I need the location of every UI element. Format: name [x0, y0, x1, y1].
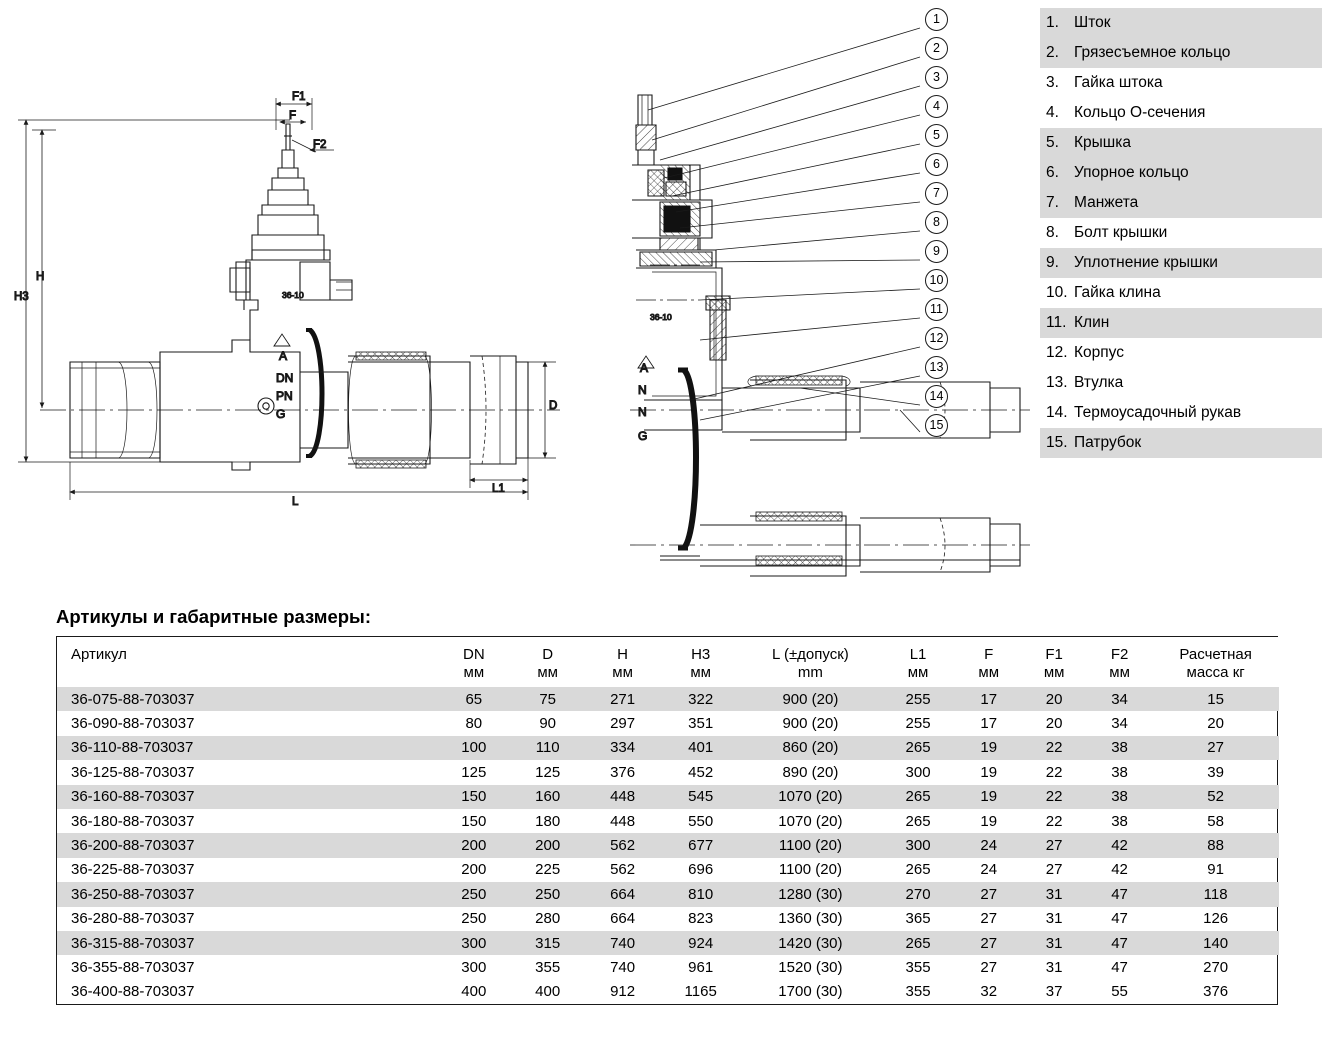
cell-l: 860 (20) [741, 736, 880, 760]
cell-dn: 125 [461, 763, 487, 781]
cell-f: 27 [980, 910, 998, 928]
legend-item-8 [1040, 218, 1322, 248]
cell-article: 36-110-88-703037 [57, 736, 437, 760]
cell-dn: 150 [461, 812, 487, 830]
legend-item-3 [1040, 68, 1322, 98]
cell-dn: 400 [461, 983, 487, 1001]
cell-h3: 823 [688, 910, 714, 928]
cell-mass: 52 [1152, 785, 1279, 809]
cell-h3: 452 [688, 763, 714, 781]
cell-h: 448 [585, 785, 661, 809]
callout-8: 8 [925, 211, 948, 234]
svg-text:N: N [638, 405, 647, 419]
cell-f: 27 [980, 958, 998, 976]
cell-l1: 300 [880, 833, 956, 857]
table-head [57, 637, 1279, 687]
cell-l: 890 (20) [782, 763, 839, 781]
header-dn: DN [437, 637, 511, 663]
cell-f1: 20 [1045, 715, 1063, 733]
legend-label: Клин [1074, 314, 1110, 331]
legend-label: Термоусадочный рукав [1074, 404, 1242, 421]
cell-article: 36-315-88-703037 [57, 931, 437, 955]
cell-h: 740 [610, 958, 636, 976]
cell-f2: 34 [1111, 715, 1128, 733]
cell-h: 448 [610, 812, 636, 830]
legend-number: 3. [1046, 74, 1059, 91]
cell-l1: 255 [880, 687, 956, 711]
parts-legend [1040, 8, 1322, 458]
cell-l: 1070 (20) [778, 812, 843, 830]
cell-l1: 265 [905, 861, 931, 879]
table-row [57, 882, 1279, 906]
cell-f1: 31 [1021, 882, 1086, 906]
legend-number: 12. [1046, 344, 1068, 361]
cell-h3: 677 [661, 833, 741, 857]
cell-h3: 401 [661, 736, 741, 760]
table-row [57, 955, 1279, 979]
legend-label: Гайка клина [1074, 284, 1161, 301]
cell-h3: 545 [661, 785, 741, 809]
header-h3: H3 [661, 637, 741, 663]
cell-f1: 22 [1045, 763, 1063, 781]
svg-text:G: G [638, 429, 648, 443]
legend-number: 8. [1046, 224, 1059, 241]
cell-l: 1100 (20) [778, 861, 842, 879]
cell-l1: 265 [880, 785, 956, 809]
callout-4: 4 [925, 95, 948, 118]
subheader-l1: мм [880, 663, 956, 687]
cell-f2: 55 [1111, 983, 1128, 1001]
cell-h3: 810 [661, 882, 741, 906]
cell-f1: 22 [1021, 736, 1086, 760]
table-row [57, 736, 1279, 760]
svg-text:A: A [640, 361, 649, 375]
cell-h3: 1165 [684, 983, 717, 1001]
cell-mass: 20 [1207, 715, 1224, 733]
technical-drawing [0, 0, 1040, 600]
table-subheader-row [57, 663, 1279, 687]
cell-h: 562 [585, 833, 661, 857]
subheader-f1: мм [1021, 663, 1086, 687]
cell-d: 160 [511, 785, 585, 809]
cell-mass: 118 [1152, 882, 1279, 906]
spec-table-container [56, 636, 1278, 1005]
spec-table [57, 637, 1279, 1004]
cell-f1: 20 [1021, 687, 1086, 711]
table-row [57, 687, 1279, 711]
cell-f2: 38 [1087, 785, 1152, 809]
cell-f: 27 [956, 882, 1021, 906]
cell-h3: 924 [661, 931, 741, 955]
cell-article: 36-280-88-703037 [71, 910, 195, 928]
cell-d: 90 [539, 715, 557, 733]
cell-f2: 42 [1111, 861, 1128, 879]
cell-f: 17 [956, 687, 1021, 711]
svg-text:PN: PN [276, 389, 293, 403]
svg-text:L: L [292, 496, 299, 508]
legend-number: 4. [1046, 104, 1059, 121]
legend-number: 11. [1046, 314, 1067, 331]
cell-h: 334 [585, 736, 661, 760]
cell-l1: 255 [905, 715, 931, 733]
cell-f1: 31 [1021, 931, 1086, 955]
cell-f1: 27 [1021, 833, 1086, 857]
legend-item-5 [1040, 128, 1322, 158]
subheader-mass: масса кг [1152, 663, 1279, 687]
table-row [57, 760, 1279, 784]
legend-item-7 [1040, 188, 1322, 218]
cell-l: 1360 (30) [778, 910, 843, 928]
cell-article: 36-180-88-703037 [71, 812, 195, 830]
cell-l: 1280 (30) [741, 882, 880, 906]
table-row [57, 785, 1279, 809]
legend-number: 6. [1046, 164, 1059, 181]
header-mass: Расчетная [1152, 637, 1279, 663]
cell-h3: 322 [661, 687, 741, 711]
cell-f2: 42 [1087, 833, 1152, 857]
right-section-view [630, 28, 1030, 576]
cell-l: 1700 (30) [778, 983, 843, 1001]
cell-mass: 15 [1152, 687, 1279, 711]
svg-text:D: D [549, 400, 558, 412]
cell-dn: 80 [465, 715, 483, 733]
cell-l1: 300 [905, 763, 931, 781]
legend-label: Грязесъемное кольцо [1074, 44, 1231, 61]
cell-h: 562 [610, 861, 636, 879]
cell-f1: 31 [1045, 958, 1063, 976]
cell-f: 19 [956, 785, 1021, 809]
cell-d: 225 [535, 861, 561, 879]
cell-h3: 351 [688, 715, 714, 733]
svg-text:H: H [36, 271, 45, 283]
svg-text:F: F [289, 110, 297, 122]
table-body [57, 687, 1279, 1004]
table-row [57, 980, 1279, 1004]
header-f: F [956, 637, 1021, 663]
subheader-h: мм [585, 663, 661, 687]
header-h: H [585, 637, 661, 663]
cell-mass: 126 [1203, 910, 1229, 928]
legend-label: Крышка [1074, 134, 1131, 151]
callout-10: 10 [925, 269, 948, 292]
cell-f2: 34 [1087, 687, 1152, 711]
cell-l1: 270 [880, 882, 956, 906]
legend-label: Болт крышки [1074, 224, 1168, 241]
cell-h: 271 [585, 687, 661, 711]
cell-f: 27 [956, 931, 1021, 955]
cell-mass: 140 [1152, 931, 1279, 955]
cell-f2: 47 [1111, 958, 1128, 976]
left-elevation-view [14, 91, 560, 508]
cell-f1: 22 [1021, 785, 1086, 809]
legend-item-13 [1040, 368, 1322, 398]
cell-f: 19 [980, 763, 998, 781]
cell-mass: 88 [1152, 833, 1279, 857]
header-d: D [511, 637, 585, 663]
cell-article: 36-075-88-703037 [57, 687, 437, 711]
legend-label: Кольцо О-сечения [1074, 104, 1206, 121]
cell-h: 664 [610, 910, 636, 928]
cell-f1: 31 [1045, 910, 1063, 928]
cell-mass: 376 [1203, 983, 1229, 1001]
legend-number: 14. [1046, 404, 1068, 421]
table-row [57, 858, 1279, 882]
cell-dn: 300 [461, 958, 487, 976]
callout-1: 1 [925, 8, 948, 31]
cell-d: 355 [535, 958, 561, 976]
cell-f2: 47 [1087, 882, 1152, 906]
cell-h3: 961 [688, 958, 714, 976]
cell-d: 180 [535, 812, 561, 830]
svg-text:36-10: 36-10 [282, 290, 304, 300]
callout-14: 14 [925, 385, 948, 408]
cell-l1: 265 [905, 812, 931, 830]
legend-label: Корпус [1074, 344, 1124, 361]
svg-text:G: G [276, 407, 286, 421]
callout-13: 13 [925, 356, 948, 379]
svg-text:DN: DN [276, 371, 294, 385]
cell-l: 1100 (20) [741, 833, 880, 857]
cell-h: 664 [585, 882, 661, 906]
subheader-f2: мм [1087, 663, 1152, 687]
cell-d: 400 [535, 983, 561, 1001]
cell-d: 315 [511, 931, 585, 955]
callout-7: 7 [925, 182, 948, 205]
legend-number: 2. [1046, 44, 1059, 61]
cell-dn: 200 [437, 833, 511, 857]
legend-item-14 [1040, 398, 1322, 428]
cell-d: 280 [535, 910, 561, 928]
cell-f2: 47 [1111, 910, 1128, 928]
callout-9: 9 [925, 240, 948, 263]
legend-label: Манжета [1074, 194, 1139, 211]
cell-article: 36-160-88-703037 [57, 785, 437, 809]
cell-f: 19 [980, 812, 998, 830]
legend-item-11 [1040, 308, 1322, 338]
legend-label: Шток [1074, 14, 1111, 31]
cell-d: 200 [511, 833, 585, 857]
table-row [57, 931, 1279, 955]
cell-l: 1420 (30) [741, 931, 880, 955]
legend-number: 15. [1046, 434, 1068, 451]
cell-d: 125 [535, 763, 561, 781]
cell-article: 36-200-88-703037 [57, 833, 437, 857]
legend-label: Упорное кольцо [1074, 164, 1189, 181]
svg-text:H3: H3 [14, 291, 29, 303]
table-title: Артикулы и габаритные размеры: [56, 606, 371, 627]
cell-l: 1070 (20) [741, 785, 880, 809]
cell-f2: 38 [1111, 812, 1128, 830]
cell-mass: 39 [1207, 763, 1224, 781]
cell-l1: 265 [880, 931, 956, 955]
cell-dn: 250 [461, 910, 487, 928]
callout-12: 12 [925, 327, 948, 350]
cell-f2: 38 [1111, 763, 1128, 781]
svg-text:L1: L1 [492, 483, 505, 495]
cell-article: 36-225-88-703037 [71, 861, 195, 879]
cell-f1: 37 [1045, 983, 1063, 1001]
legend-item-10 [1040, 278, 1322, 308]
cell-article: 36-090-88-703037 [71, 715, 195, 733]
cell-h: 376 [610, 763, 636, 781]
cell-l1: 355 [905, 958, 931, 976]
cell-article: 36-125-88-703037 [71, 763, 195, 781]
cell-f2: 38 [1087, 736, 1152, 760]
cell-f: 32 [980, 983, 998, 1001]
cell-d: 110 [511, 736, 585, 760]
svg-text:N: N [638, 383, 647, 397]
legend-number: 13. [1046, 374, 1068, 391]
legend-number: 1. [1046, 14, 1059, 31]
cell-h3: 550 [688, 812, 714, 830]
subheader-h3: мм [661, 663, 741, 687]
cell-mass: 91 [1207, 861, 1224, 879]
subheader-f: мм [956, 663, 1021, 687]
cell-l: 900 (20) [782, 715, 839, 733]
legend-item-6 [1040, 158, 1322, 188]
cell-mass: 27 [1152, 736, 1279, 760]
cell-f: 24 [980, 861, 998, 879]
header-l: L (±допуск) [741, 637, 880, 663]
cell-f1: 22 [1045, 812, 1063, 830]
cell-dn: 65 [437, 687, 511, 711]
legend-number: 5. [1046, 134, 1059, 151]
legend-item-15 [1040, 428, 1322, 458]
legend-number: 10. [1046, 284, 1068, 301]
cell-article: 36-355-88-703037 [71, 958, 195, 976]
cell-h: 740 [585, 931, 661, 955]
legend-label: Патрубок [1074, 434, 1142, 451]
cell-d: 75 [511, 687, 585, 711]
subheader-dn: мм [437, 663, 511, 687]
header-l1: L1 [880, 637, 956, 663]
callout-3: 3 [925, 66, 948, 89]
cell-mass: 58 [1207, 812, 1224, 830]
cell-mass: 270 [1203, 958, 1229, 976]
legend-number: 9. [1046, 254, 1059, 271]
legend-label: Уплотнение крышки [1074, 254, 1218, 271]
header-f1: F1 [1021, 637, 1086, 663]
subheader-l: mm [741, 663, 880, 687]
callout-5: 5 [925, 124, 948, 147]
cell-l1: 365 [905, 910, 931, 928]
cell-l: 1520 (30) [778, 958, 843, 976]
callout-6: 6 [925, 153, 948, 176]
svg-text:F1: F1 [292, 91, 306, 103]
cell-d: 250 [511, 882, 585, 906]
cell-l: 900 (20) [741, 687, 880, 711]
table-row [57, 809, 1279, 833]
legend-item-2 [1040, 38, 1322, 68]
cell-f: 17 [980, 715, 998, 733]
callout-15: 15 [925, 414, 948, 437]
cell-f1: 27 [1045, 861, 1063, 879]
subheader-d: мм [511, 663, 585, 687]
svg-text:36-10: 36-10 [650, 312, 672, 322]
cell-article: 36-250-88-703037 [57, 882, 437, 906]
subheader-article [57, 663, 437, 687]
svg-text:F2: F2 [313, 139, 327, 151]
legend-item-4 [1040, 98, 1322, 128]
table-row [57, 907, 1279, 931]
cell-h3: 696 [688, 861, 714, 879]
legend-number: 7. [1046, 194, 1059, 211]
callout-11: 11 [925, 298, 948, 321]
cell-dn: 300 [437, 931, 511, 955]
cell-h: 297 [610, 715, 636, 733]
cell-l1: 355 [905, 983, 931, 1001]
cell-f: 19 [956, 736, 1021, 760]
cell-dn: 250 [437, 882, 511, 906]
table-header-row [57, 637, 1279, 663]
callout-2: 2 [925, 37, 948, 60]
header-article: Артикул [57, 637, 437, 663]
legend-item-1 [1040, 8, 1322, 38]
cell-l1: 265 [880, 736, 956, 760]
legend-item-9 [1040, 248, 1322, 278]
header-f2: F2 [1087, 637, 1152, 663]
table-row [57, 833, 1279, 857]
legend-label: Втулка [1074, 374, 1124, 391]
cell-dn: 200 [461, 861, 487, 879]
cell-dn: 100 [437, 736, 511, 760]
cell-f2: 47 [1087, 931, 1152, 955]
legend-label: Гайка штока [1074, 74, 1163, 91]
cell-h: 912 [610, 983, 636, 1001]
legend-item-12 [1040, 338, 1322, 368]
cell-f: 24 [956, 833, 1021, 857]
cell-article: 36-400-88-703037 [71, 983, 195, 1001]
svg-text:A: A [279, 349, 288, 363]
cell-dn: 150 [437, 785, 511, 809]
table-row [57, 711, 1279, 735]
